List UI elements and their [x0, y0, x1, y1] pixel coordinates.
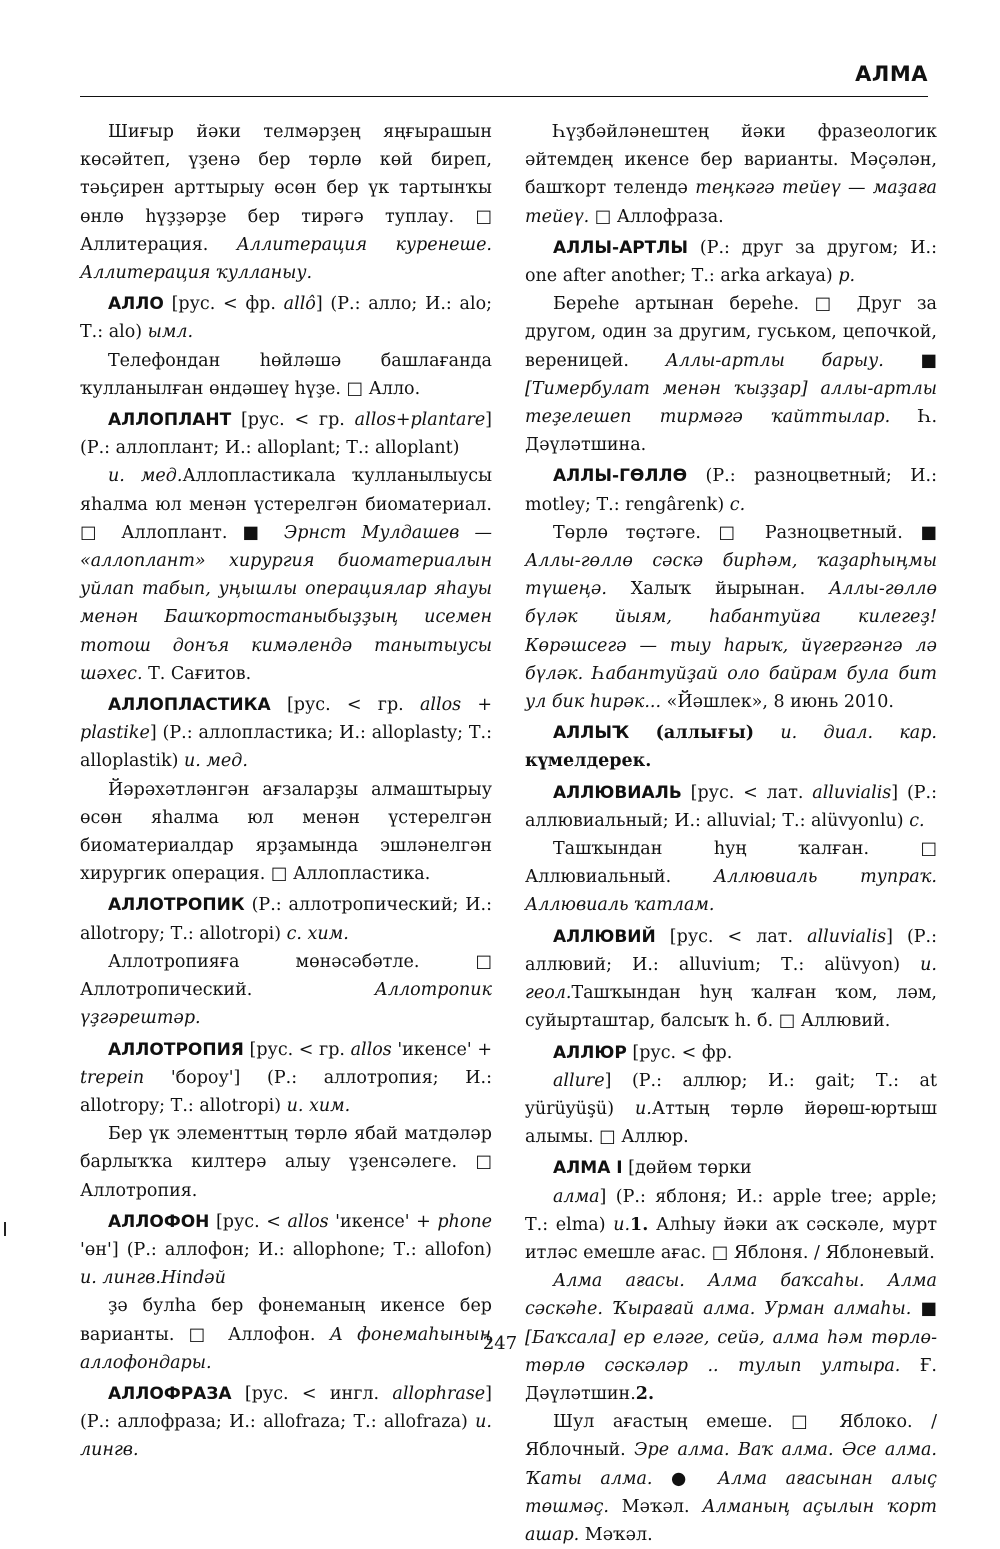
text-run: [рус. < фр.	[163, 294, 284, 315]
text-run: [рус. < лат.	[681, 782, 813, 803]
italic-text: [Тимербулат менән ҡыҙҙар] аллы-артлы теҙелешеп тирмәгә ҡайттылар.	[525, 378, 937, 428]
italic-text: теңкәгә тейеү — маҙаға тейеү.	[525, 178, 937, 227]
italic-text: алма	[553, 1186, 600, 1207]
text-run: Шиғыр йәки телмәрҙең яңғырашын көсәйтеп, үҙенә бер төрлө көй биреп, тәьҫирен арттырыу өсөн бер үк тартынҡы өнлө һүҙҙәрҙе бер тирәгә туплау. □ Аллитерация.	[80, 122, 492, 255]
text-run: Т. Сағитов.	[142, 663, 252, 684]
italic-text: allophrase	[392, 1383, 486, 1404]
definition-paragraph	[525, 835, 937, 920]
text-run: ] (Р.: алло; И.: alo; Т.: alo)	[80, 294, 492, 343]
headword: АЛЛОТРОПИЯ	[108, 1039, 244, 1060]
dictionary-entry	[80, 1380, 492, 1465]
definition-paragraph	[525, 1408, 937, 1549]
italic-text: Аллотропик үҙгәрештәр.	[80, 980, 492, 1029]
headword: АЛЛОФОН	[108, 1211, 210, 1232]
text-run: Аллопластикала ҡулланылыусы яһалма юл менән үстерелгән биоматериал. □ Аллоплант. ■	[80, 466, 492, 543]
dictionary-entry	[80, 1208, 492, 1293]
text-run: Аллотропияға мөнәсәбәтле. □ Аллотропический.	[80, 951, 492, 1001]
italic-text: Аллитерация куренеше. Аллитерация ҡулланыу.	[80, 234, 492, 284]
italic-text: Аллы-гөллө бүләк йыям, һабантуйға килегеҙ! Көрәшсегә — тыу һарыҡ, йүгергәнгә лә бүләк. Һабантуйҙай оло байрам була бит ул бик һирәк...	[525, 579, 937, 713]
bold-text: (аллығы)	[655, 723, 755, 744]
italic-text: allos	[287, 1211, 329, 1232]
definition-paragraph	[525, 1183, 937, 1268]
text-run: ] (Р.: аллопластика; И.: alloplasty; Т.: alloplastik)	[80, 723, 492, 772]
text-run: Мәҡәл.	[579, 1524, 653, 1545]
headword: АЛЛЮВИАЛЬ	[553, 782, 682, 803]
text-run: ] (Р.: аллюр; И.: gait; Т.: at yürüyüşü)	[525, 1070, 937, 1119]
text-run: Алһыу йәки аҡ сәскәле, мурт итләс емешле ағас. □ Яблоня. / Яблоневый.	[525, 1214, 937, 1263]
text-run: [рус. < гр.	[243, 1039, 351, 1060]
italic-text: Аллювиаль тупраҡ. Аллювиаль ҡатлам.	[525, 867, 937, 916]
definition-paragraph	[525, 1067, 937, 1152]
italic-text: alluvialis	[812, 782, 892, 803]
dictionary-entry	[525, 779, 937, 835]
definition-paragraph	[80, 347, 492, 403]
italic-text: allos	[350, 1039, 392, 1060]
italic-text: allos + plastike	[80, 695, 492, 744]
italic-text: и. лингв.	[80, 1268, 161, 1289]
left-column	[80, 118, 492, 1465]
text-run: ■	[883, 350, 937, 371]
italic-text: Эрнст Мулдашев — «аллоплант» хирургия биоматериалын уйлап табып, уңышлы операциялар яһауы менән Башҡортостаныбыҙҙың исемен тотош донъя кимәлендә танытыусы шәхес.	[80, 522, 492, 684]
italic-text: phone	[437, 1211, 492, 1232]
text-run: Аттың төрлө йөрөш-юртыш алымы. □ Аллюр.	[525, 1098, 937, 1148]
text-run	[754, 723, 780, 743]
dictionary-entry	[80, 406, 492, 462]
text-run: ●	[652, 1468, 718, 1489]
text-run: Бер үк элементтың төрлө ябай матдәләр барлыҡҡа килтерә алыу үҙенсәлеге. □ Аллотропия.	[80, 1124, 492, 1201]
italic-text: и.	[613, 1214, 631, 1235]
headword: АЛЛЫ-АРТЛЫ	[553, 237, 689, 258]
text-run: ] (Р.: аллювий; И.: alluvium; Т.: alüvyon)	[525, 926, 938, 975]
italic-text: Аллы-гөллө сәскә бирһәм, ҡаҙарһыңмы түшеңә.	[525, 551, 937, 600]
text-run: ■	[911, 1299, 937, 1320]
headword: АЛЛЫҠ	[553, 723, 630, 744]
italic-text: [Баҡсала] ер еләге, сейә, алма һәм төрлө-төрлө сәскәләр .. тулып ултыра.	[525, 1327, 937, 1376]
dictionary-entry	[80, 290, 492, 346]
headword: АЛЛОФРАЗА	[108, 1383, 232, 1404]
text-run: ҙә булһа бер фонеманың икенсе бер варианты. □ Аллофон.	[80, 1296, 492, 1345]
italic-text: р.	[838, 266, 856, 287]
italic-text: и.	[634, 1098, 652, 1119]
text-run: Ташҡындан һуң ҡалған. □ Аллювиальный.	[525, 839, 937, 888]
text-run: ] (Р.: аллоплант; И.: alloplant; Т.: alloplant)	[80, 410, 492, 459]
italic-text: trepein	[80, 1067, 145, 1088]
text-run: [рус. < гр.	[231, 410, 355, 431]
text-run: [рус. < лат.	[655, 926, 808, 947]
dictionary-entry	[525, 923, 937, 1036]
italic-text: с. хим.	[286, 923, 349, 944]
text-run: Мәҡәл.	[608, 1496, 703, 1517]
italic-text: alluvialis	[807, 926, 887, 947]
italic-text: Аллы-артлы барыу.	[665, 350, 884, 371]
italic-text: allô	[283, 294, 316, 315]
italic-text: с.	[729, 494, 746, 515]
italic-text: Эре алма. Ваҡ алма. Әсе алма. Ҡаты алма.	[525, 1440, 937, 1489]
text-run: Ташҡындан һуң ҡалған ҡом, ләм, суйырташтар, балсыҡ һ. б. □ Аллювий.	[525, 983, 937, 1032]
italic-text: Алма ағасы. Алма баҡсаһы. Алма сәскәһе. Ҡырағай алма. Урман алмаһы.	[525, 1271, 937, 1320]
headword: АЛЛЫ-ГӨЛЛӨ	[553, 466, 688, 487]
headword: АЛМА I	[553, 1158, 623, 1179]
definition-paragraph	[525, 290, 937, 459]
text-run: [рус. <	[209, 1211, 288, 1232]
text-run: □ Аллофраза.	[589, 206, 724, 227]
bold-text: күмелдерек.	[525, 751, 652, 772]
text-run: Халыҡ йырынан.	[606, 579, 830, 600]
definition-paragraph	[80, 462, 492, 688]
text-run: [дөйөм төрки	[622, 1158, 752, 1179]
dictionary-entry	[525, 1154, 937, 1182]
dictionary-entry	[525, 719, 937, 775]
text-run: 'икенсе' +	[391, 1039, 492, 1060]
text-run: (Р.: друг за другом; И.: one after another; Т.: arka arkaya)	[525, 237, 937, 287]
text-run: Телефондан һөйләшә башлағанда ҡулланылған өндәшеү һүҙе. □ Алло.	[80, 350, 492, 399]
dictionary-entry	[80, 691, 492, 776]
definition-paragraph	[525, 118, 937, 231]
dictionary-entry	[525, 462, 937, 518]
italic-text: Алма ағасынан алыҫ төшмәҫ.	[525, 1468, 937, 1517]
text-run	[629, 723, 655, 743]
text-run: (Р.: аллотропический; И.: allotropy; Т.: allotropi)	[80, 895, 492, 944]
headword: АЛЛЮР	[553, 1042, 627, 1063]
italic-text: и. лингв.	[80, 1412, 492, 1461]
headword: АЛЛОПЛАСТИКА	[108, 695, 271, 716]
text-run: [рус. < гр.	[270, 695, 420, 716]
running-head: АЛМА	[80, 62, 928, 97]
margin-mark	[4, 1222, 6, 1236]
dictionary-entry	[80, 891, 492, 947]
headword: АЛЛЮВИЙ	[553, 926, 656, 947]
text-run: «Йәшлек», 8 июнь 2010.	[661, 692, 894, 713]
definition-paragraph	[525, 519, 937, 716]
italic-text: и. диал. кар.	[780, 723, 937, 744]
text-run: [рус. < фр.	[626, 1042, 733, 1063]
text-run: ] (Р.: яблоня; И.: apple tree; apple; Т.: elma)	[525, 1186, 937, 1235]
italic-text: и. мед.	[108, 466, 183, 487]
bold-text: 1.	[630, 1214, 649, 1235]
text-run: Йәрәхәтләнгән ағзаларҙы алмаштырыу өсөн яһалма юл менән үстерелгән биоматериалдар ярҙамында эшләнелгән хирургик операция. □ Аллопластика.	[80, 779, 492, 885]
text-run: [рус. < ингл.	[231, 1383, 393, 1404]
dictionary-entry	[525, 234, 937, 290]
text-run: ] (Р.: аллювиальный; И.: alluvial; Т.: alüvyonlu)	[525, 782, 938, 831]
headword: АЛЛО	[108, 294, 164, 315]
text-run: (Р.: разноцветный; И.: motley; Т.: rengârenk)	[525, 466, 937, 515]
definition-paragraph	[80, 776, 492, 889]
text-run: 'өн'] (Р.: аллофон; И.: allophone; Т.: allofon)	[80, 1239, 492, 1260]
italic-text: ымл.	[147, 322, 194, 343]
headword: АЛЛОТРОПИК	[108, 895, 245, 916]
italic-text: и. хим.	[286, 1095, 351, 1116]
text-run: Һ. Дәүләтшина.	[525, 407, 938, 456]
headword: АЛЛОПЛАНТ	[108, 410, 232, 431]
text-run: Береһе артынан береһе. □ Друг за другом, один за другим, гуськом, цепочкой, вереницей.	[525, 294, 937, 371]
italic-text: и. геол.	[525, 954, 937, 1004]
italic-text: Алманың аҫылын ҡорт ашар.	[525, 1496, 937, 1545]
italic-text: allos+plantare	[354, 410, 486, 431]
italic-text: с.	[909, 810, 925, 831]
text-run: Һүҙбәйләнештең йәки фразеологик әйтемдең икенсе бер варианты. Мәҫәлән, башҡорт телендә	[525, 122, 937, 199]
text-run: Шул ағастың емеше. □ Яблоко. / Яблочный.	[525, 1412, 937, 1461]
italic-text: и. мед.	[184, 751, 248, 772]
page-number: 247	[482, 1333, 518, 1354]
dictionary-entry	[525, 1039, 937, 1067]
italic-text: Нindәй	[160, 1268, 226, 1289]
text-run: Төрлө төҫтәге. □ Разноцветный. ■	[553, 522, 937, 543]
text-run: 'бороу'] (Р.: аллотропия; И.: allotropy; Т.: allotropi)	[80, 1067, 492, 1116]
text-run: 'икенсе' +	[328, 1211, 438, 1232]
italic-text: А фонемаһының аллофондары.	[80, 1324, 492, 1373]
definition-paragraph	[80, 118, 492, 287]
italic-text: allure	[553, 1070, 605, 1091]
dictionary-entry	[80, 1036, 492, 1121]
bold-text: 2.	[635, 1383, 655, 1404]
text-run: ] (Р.: аллофраза; И.: allofraza; Т.: allofraza)	[80, 1383, 492, 1433]
definition-paragraph	[80, 948, 492, 1033]
text-run: Ғ. Дәүләтшин.	[525, 1355, 937, 1404]
definition-paragraph	[80, 1120, 492, 1205]
